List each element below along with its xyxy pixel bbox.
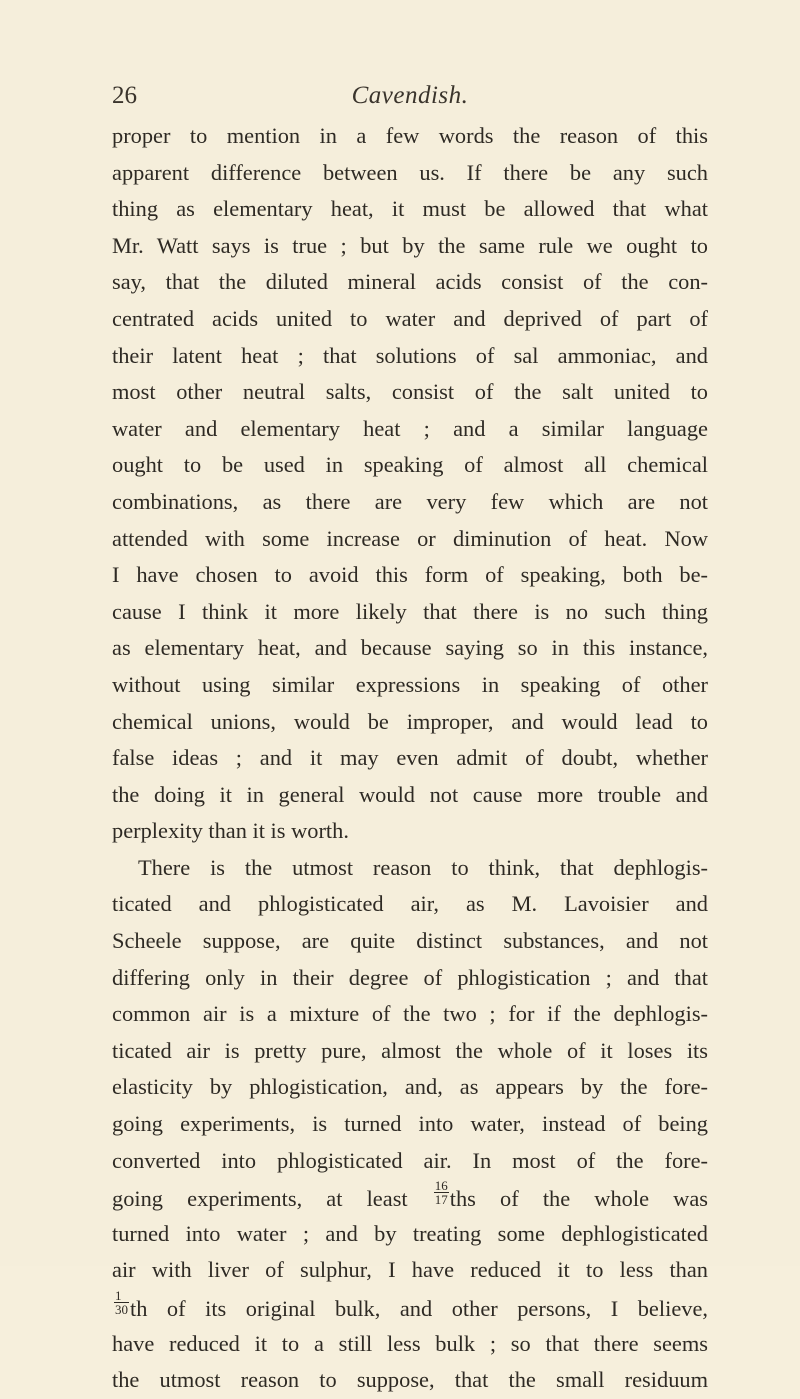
running-title: Cavendish. <box>351 82 469 109</box>
fraction-denominator: 17 <box>434 1192 448 1208</box>
text-line: without using similar expressions in speaking of other <box>112 671 708 697</box>
paragraph-start-line: There is the utmost reason to think, that dephlogis- <box>138 854 708 880</box>
paragraph-end-line: perplexity than it is worth. <box>112 818 349 844</box>
fraction-numerator: 16 <box>434 1178 448 1194</box>
text-line: combinations, as there are very few which are not <box>112 488 708 514</box>
fraction-denominator: 30 <box>115 1302 128 1317</box>
text-line: elasticity by phlogistication, and, as appears by the fore- <box>112 1074 708 1100</box>
text-line: ticated and phlogisticated air, as M. Lavoisier and <box>112 891 708 917</box>
text-line: ought to be used in speaking of almost all chemical <box>112 452 708 478</box>
fraction <box>434 1179 449 1206</box>
page-number: 26 <box>112 82 137 109</box>
text-line: chemical unions, would be improper, and would lead to <box>112 708 708 734</box>
text-line: air with liver of sulphur, I have reduced it to less than <box>112 1257 708 1283</box>
text-line: water and elementary heat ; and a similar language <box>112 415 708 441</box>
text-line: differing only in their degree of phlogistication ; and that <box>112 964 708 990</box>
text-line: the doing it in general would not cause more trouble and <box>112 781 708 807</box>
text-segment: ths of the whole was <box>449 1186 708 1212</box>
text-line-with-fraction <box>112 1289 708 1326</box>
text-segment: going experiments, at least <box>112 1186 408 1212</box>
text-line: centrated acids united to water and deprived of part of <box>112 305 708 331</box>
text-line: proper to mention in a few words the reason of this <box>112 123 708 148</box>
text-line: converted into phlogisticated air. In most of the fore- <box>112 1147 708 1173</box>
text-line: cause I think it more likely that there is no such thing <box>112 598 708 624</box>
text-line: I have chosen to avoid this form of speaking, both be- <box>112 562 708 588</box>
text-line: attended with some increase or diminution of heat. Now <box>112 525 708 551</box>
text-line: their latent heat ; that solutions of sal ammoniac, and <box>112 342 708 368</box>
text-line: as elementary heat, and because saying so in this instance, <box>112 635 708 661</box>
text-line-with-fraction <box>112 1179 708 1216</box>
text-line: Mr. Watt says is true ; but by the same rule we ought to <box>112 232 708 258</box>
text-line: going experiments, is turned into water, instead of being <box>112 1111 708 1137</box>
fraction <box>114 1289 129 1316</box>
text-line: turned into water ; and by treating some dephlogisticated <box>112 1220 708 1246</box>
text-line: say, that the diluted mineral acids consist of the con- <box>112 269 708 295</box>
text-line: common air is a mixture of the two ; for if the dephlogis- <box>112 1001 708 1027</box>
text-line: have reduced it to a still less bulk ; so that there seems <box>112 1330 708 1356</box>
text-line: thing as elementary heat, it must be allowed that what <box>112 196 708 222</box>
text-line: apparent difference between us. If there be any such <box>112 159 708 185</box>
text-segment: th of its original bulk, and other persons, I believe, <box>130 1296 708 1321</box>
body-text <box>112 118 708 1399</box>
text-line: the utmost reason to suppose, that the small residuum <box>112 1367 708 1393</box>
running-head <box>112 78 708 114</box>
text-line: Scheele suppose, are quite distinct substances, and not <box>112 928 708 954</box>
text-line: ticated air is pretty pure, almost the whole of it loses its <box>112 1037 708 1063</box>
text-line: most other neutral salts, consist of the salt united to <box>112 379 708 405</box>
text-line: false ideas ; and it may even admit of doubt, whether <box>112 745 708 771</box>
fraction-numerator: 1 <box>114 1289 129 1303</box>
